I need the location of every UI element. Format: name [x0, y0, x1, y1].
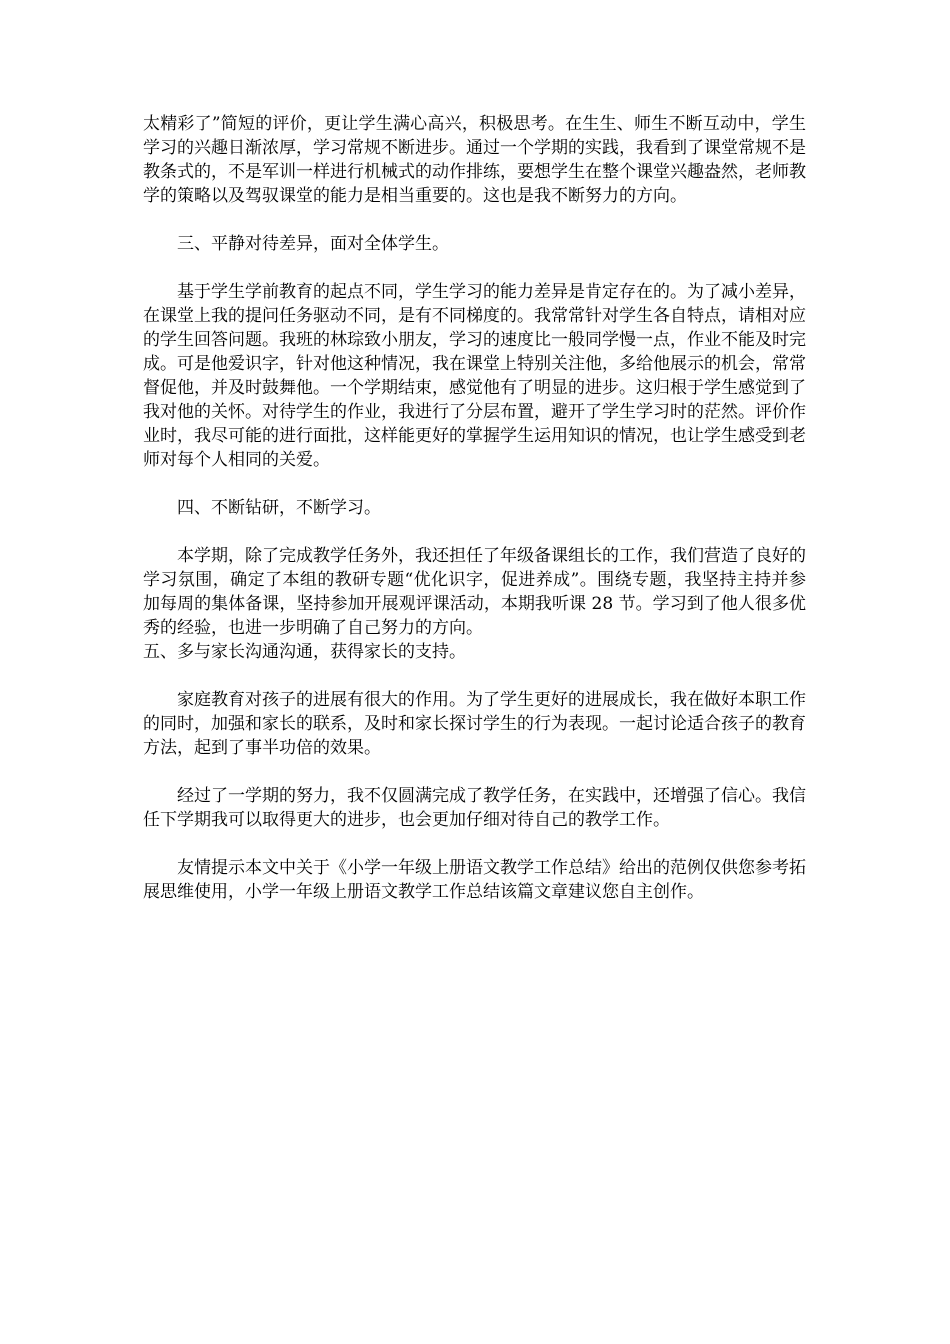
section-heading-four: 四、不断钻研，不断学习。	[177, 498, 381, 518]
paragraph-differences: 基于学生学前教育的起点不同，学生学习的能力差异是肯定存在的。为了减小差异，在课堂上我的提问任务驱动不同，是有不同梯度的。我常常针对学生各自特点，请相对应的学生回答问题。我班的林琮致小朋友，学习的速度比一般同学慢一点，作业不能及时完成。可是他爱识字，针对他这种情况，我在课堂上特别关注他，多给他展示的机会，常常督促他，并及时鼓舞他。一个学期结束，感觉他有了明显的进步。这归根于学生感觉到了我对他的关怀。对待学生的作业，我进行了分层布置，避开了学生学习时的茫然。评价作业时，我尽可能的进行面批，这样能更好的掌握学生运用知识的情况，也让学生感受到老师对每个人相同的关爱。	[143, 282, 806, 470]
paragraph-research: 本学期，除了完成教学任务外，我还担任了年级备课组长的工作，我们营造了良好的学习氛围，确定了本组的教研专题“优化识字，促进养成”。围绕专题，我坚持主持并参加每周的集体备课，坚持参加开展观评课活动，本期我听课 28 节。学习到了他人很多优秀的经验，也进一步明确了自己努力的方向。	[143, 546, 806, 638]
section-heading-five: 五、多与家长沟通沟通，获得家长的支持。	[143, 642, 466, 662]
paragraph-parents: 家庭教育对孩子的进展有很大的作用。为了学生更好的进展成长，我在做好本职工作的同时，加强和家长的联系，及时和家长探讨学生的行为表现。一起讨论适合孩子的教育方法，起到了事半功倍的效果。	[143, 690, 806, 758]
paragraph-continuation: 太精彩了”简短的评价，更让学生满心高兴，积极思考。在生生、师生不断互动中，学生学习的兴趣日渐浓厚，学习常规不断进步。通过一个学期的实践，我看到了课堂常规不是教条式的，不是军训一样进行机械式的动作排练，要想学生在整个课堂兴趣盎然，老师教学的策略以及驾驭课堂的能力是相当重要的。这也是我不断努力的方向。	[143, 114, 806, 206]
section-heading-three: 三、平静对待差异，面对全体学生。	[177, 234, 449, 254]
document-body	[143, 112, 806, 928]
paragraph-notice: 友情提示本文中关于《小学一年级上册语文教学工作总结》给出的范例仅供您参考拓展思维使用，小学一年级上册语文教学工作总结该篇文章建议您自主创作。	[143, 858, 806, 902]
paragraph-conclusion: 经过了一学期的努力，我不仅圆满完成了教学任务，在实践中，还增强了信心。我信任下学期我可以取得更大的进步，也会更加仔细对待自己的教学工作。	[143, 786, 806, 830]
